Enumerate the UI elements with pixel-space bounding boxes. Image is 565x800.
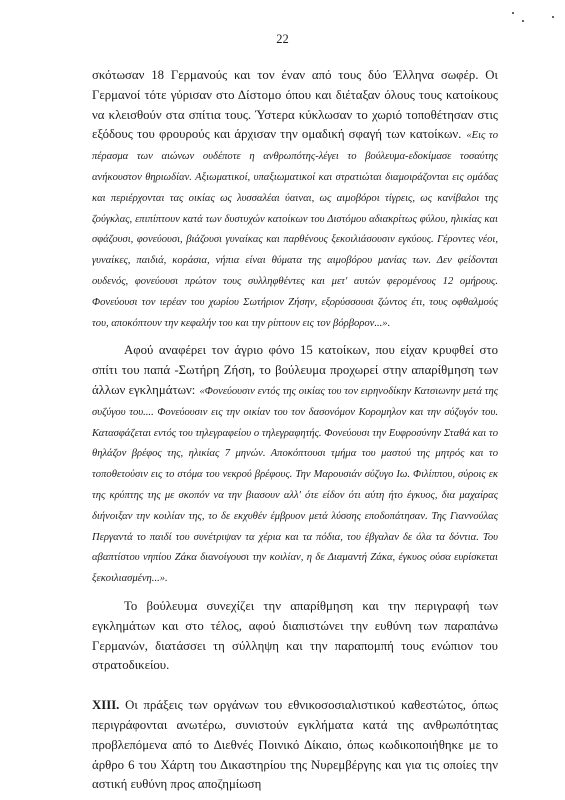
paragraph-4-text: Οι πράξεις των οργάνων του εθνικοσοσιαλιστικού καθεστώτος, όπως περιγράφονται ανωτέρω, συνιστούν εγκλήματα κατά της ανθρωπότητας προβλεπόμενα από το Διεθνές Ποινικό Δίκαιο, όπως κωδικοποιήθηκε με το άρθρο 6 του Χάρτη του Δικαστηρίου της Νυρεμβέργης και για τις οποίες την αστική ευθύνη προς αποζημίωση — [92, 698, 498, 792]
paragraph-2-quote: «Φονεύουσιν εντός της οικίας του τον ειρηνοδίκην Κατσιωνην μετά της συζύγου του.... Φονεύουσιν εις την οικίαν του τον δασονόμον Κορομηλον και την σύζυγόν του. Κατασφάζεται εντός του τηλεγραφείου ο τηλεγραφητής. Φονεύουσι την Ευφροσύνην Σταθά και το θηλάζον βρέφος της, ηλικίας 7 μηνών. Αποκόπτουσι τμήμα του μαστού της μητρός και το τοποθετούσιν εις το στόμα του νεκρού βρέφους. Την Μαρουσιάν σύζυγο Ιω. Φιλίππου, σύροις εκ της κρύπτης της με σκοπόν να την βιασουν αλλ' ότε είδον ότι αύτη ήτο έγκυος, δια μαχαίρας διήνοιξαν την κοιλίαν της, το δε εκχυθέν έμβρυον μετά λύσσης εποδοπάτησαν. Της Γιαννούλας Περγαντά το παιδί του συνέτριψαν τα χέρια και τα πόδια, του έβγαλαν δε όλα τα δόντια. Του αβαπτίστου νηπίου Ζάκα διανοίγουσι την κοιλίαν, η δε Διαμαντή Ζάκα, έγκυος ούσα ευρίσκεται ξεκοιλιασμένη...». — [92, 385, 499, 585]
page-number: 22 — [276, 32, 289, 46]
scan-speck — [522, 20, 524, 22]
section-number: XIII. — [92, 698, 120, 713]
paragraph-2 — [92, 341, 498, 589]
paragraph-1 — [92, 66, 498, 333]
paragraph-2-text: Αφού αναφέρει τον άγριο φόνο 15 κατοίκων, που είχαν κρυφθεί στο σπίτι του παπά -Σωτήρη Ζήση, το βούλευμα προχωρεί στην απαρίθμηση των άλλων εγκλημάτων: — [92, 343, 498, 397]
scan-speck — [552, 16, 554, 18]
paragraph-1-text: σκότωσαν 18 Γερμανούς και τον έναν από τους δύο Έλληνα σωφέρ. Οι Γερμανοί τότε γύρισαν στο Δίστομο όπου και διέταξαν όλους τους κατοίκους να κλεισθούν στα σπίτια τους. Ύστερα κύκλωσαν το χωριό τοποθέτησαν στις εξόδους του φρουρούς και άρχισαν την ομαδική σφαγή των κατοίκων. — [92, 68, 498, 142]
paragraph-3: Το βούλευμα συνεχίζει την απαρίθμηση και την περιγραφή των εγκλημάτων και στο τέλος, αφού διαπιστώνει την ευθύνη των παραπάνω Γερμανών, διατάσσει τη σύλληψη και την παραπομπή τους ενώπιον του στρατοδικείου. — [92, 598, 498, 673]
paragraph-1-quote: «Εις το πέρασμα των αιώνων ουδέποτε η ανθρωπότης-λέγει το βούλευμα-εδοκίμασε τοσαύτης ανήκουστον θηριωδίαν. Αξιωματικοί, υπαξιωματικοί και στρατιώται διαμοιράζονται εις ομάδας και περιέρχονται τας οικίας ως λυσσαλέαι ύαιναι, ως αιμοβόροι τίγρεις, ως κανίβαλοι της ζούγκλας, επιπίπτουν κατά των δυστυχών κατοίκων του Διστόμου αδιακρίτως φύλου, ηλικίας και σφάζουσι, φονεύουσι, βιάζουσι γυναίκας και παρθένους ξεκοιλιάσουσιν εγκύους. Γέροντες νέοι, γυναίκες, παιδιά, κοράσια, νήπια είναι θύματα της αιμοβόρου μανίας των. Δεν φείδονται ουδενός, φονεύουσι πρώτον τους συλληφθέντες και μετ' αυτών φερομένους 12 ομήρους. Φονεύουσι τον ιερέαν του χωρίου Σωτήριον Ζήσην, εξορύσσουσι ζώντος έτι, τους οφθαλμούς του, αποκόπτουν την κεφαλήν του και την ρίπτουν εις τον βόρβορον...». — [92, 130, 498, 329]
document-body — [92, 66, 498, 795]
paragraph-4 — [92, 696, 498, 795]
scan-speck — [512, 12, 514, 14]
